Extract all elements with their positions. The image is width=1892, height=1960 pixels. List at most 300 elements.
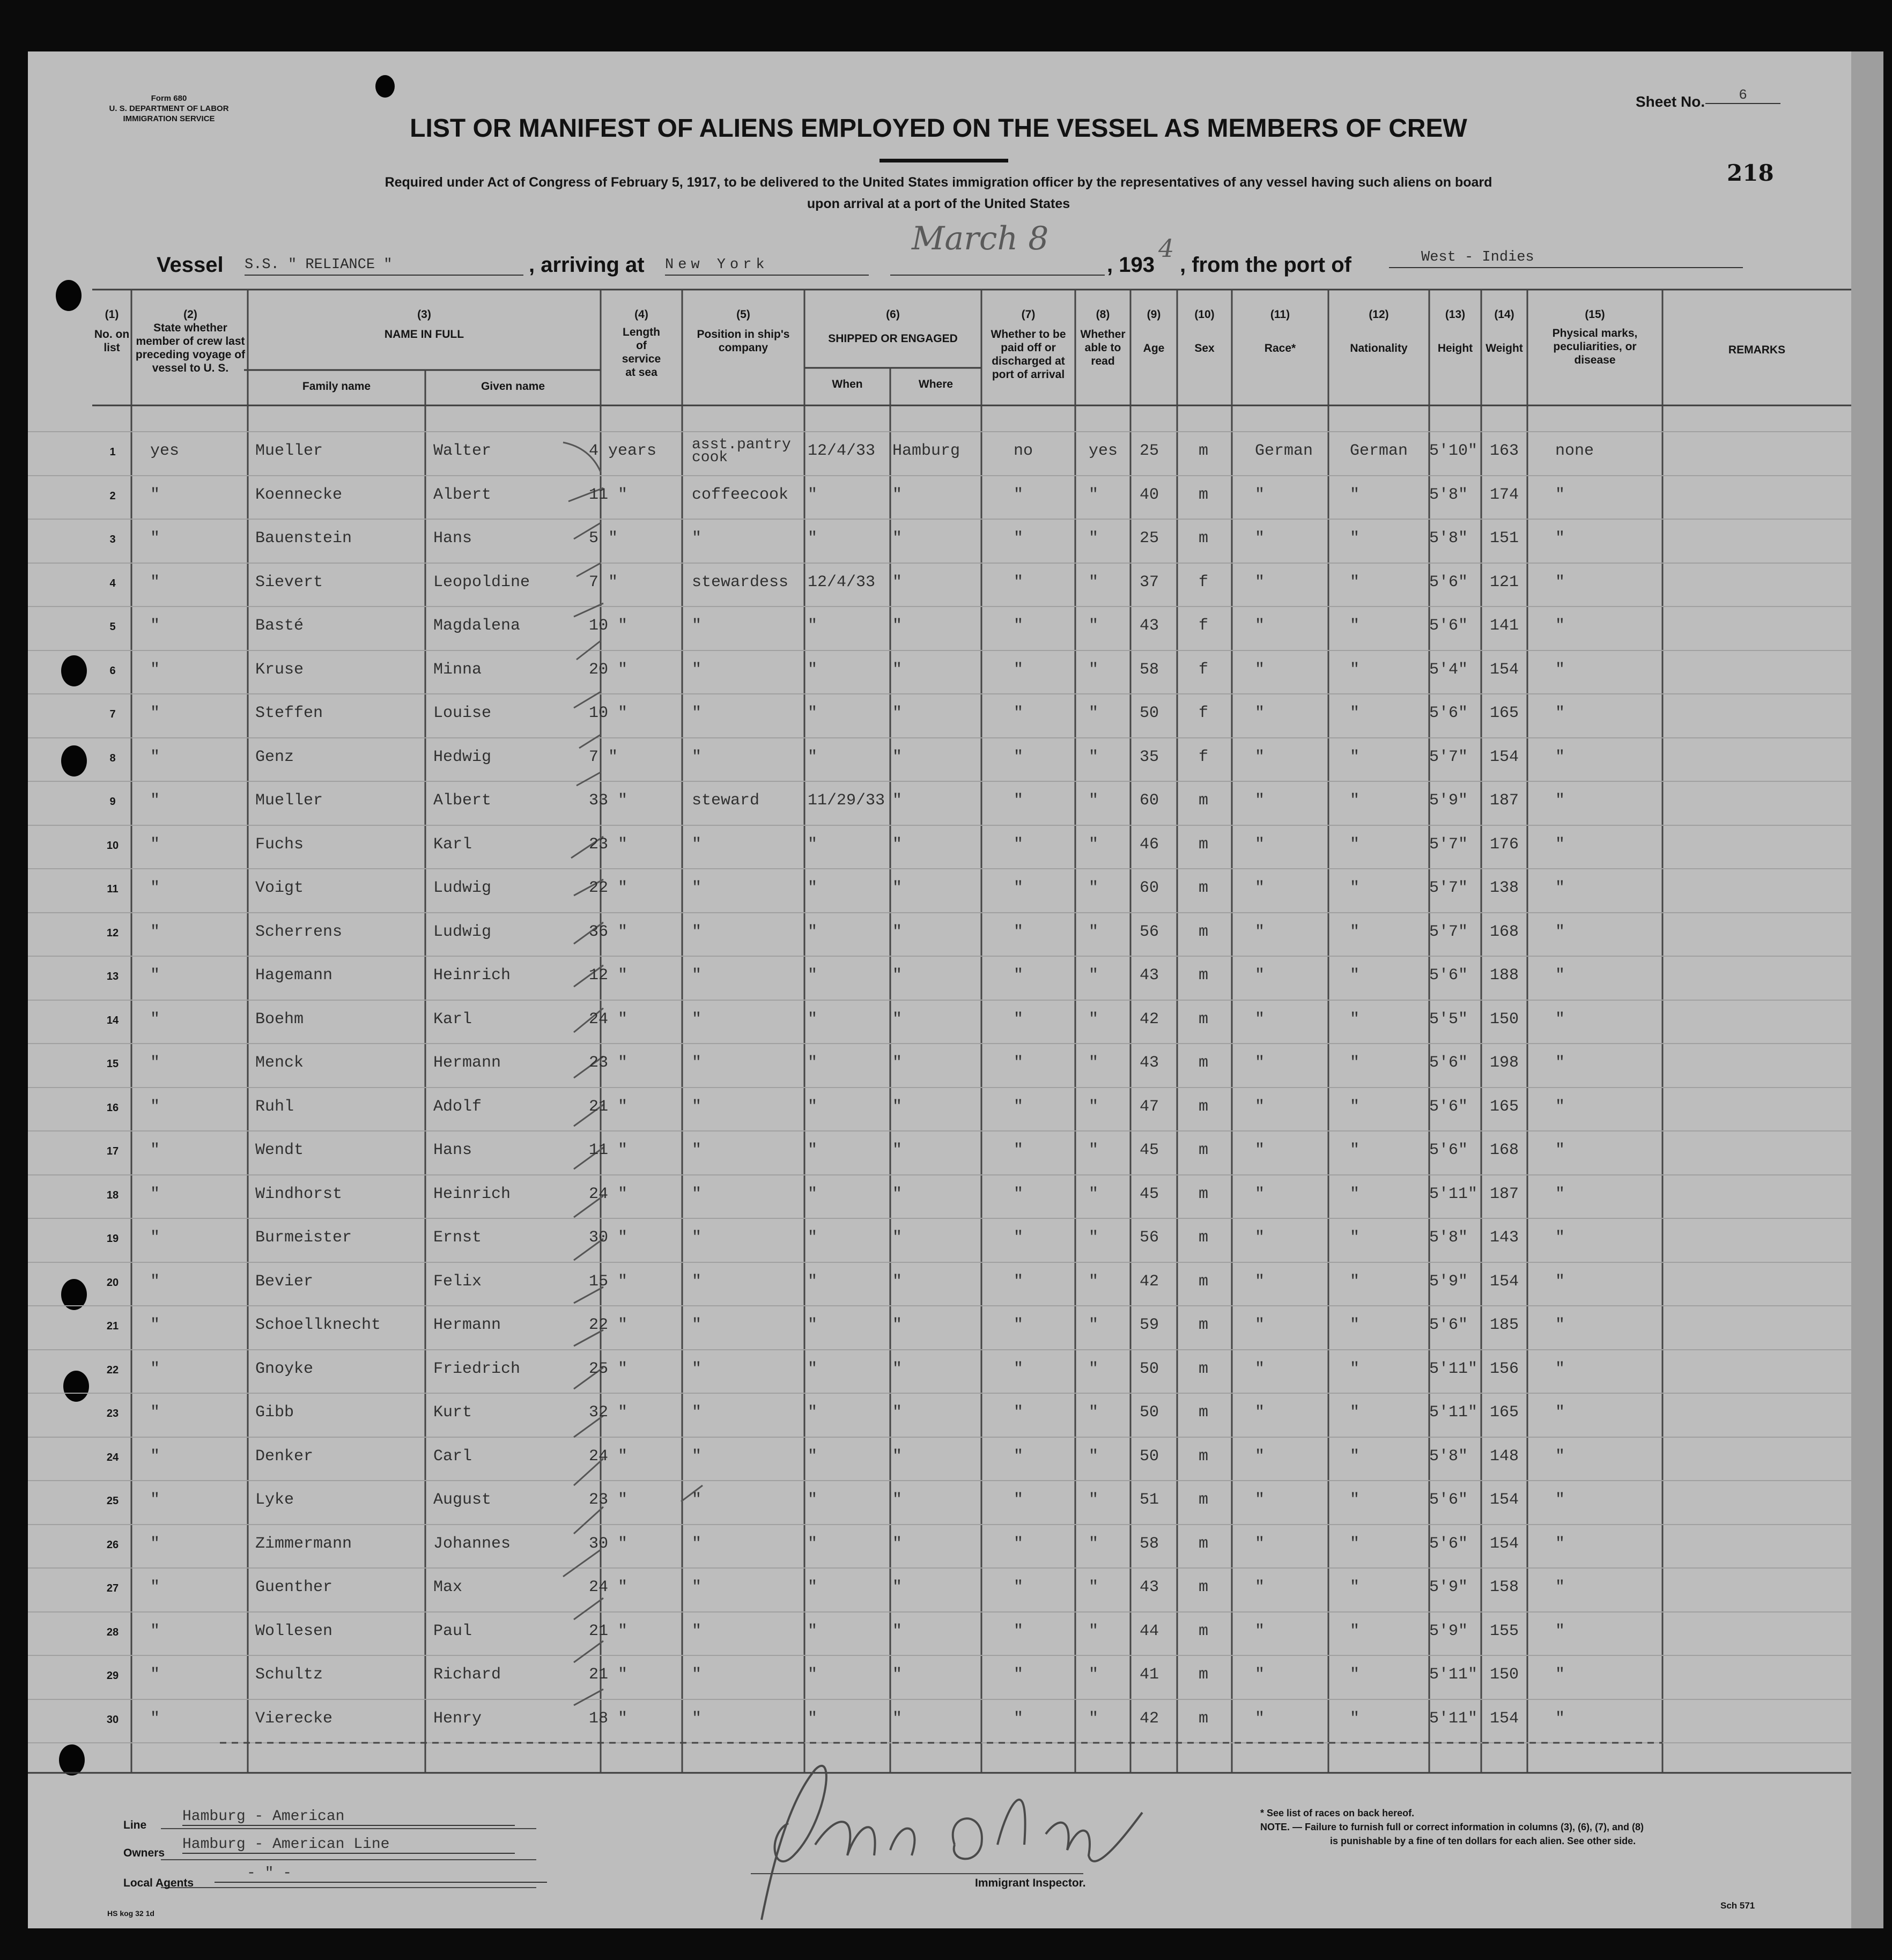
row-able-to-read: " <box>1089 966 1099 985</box>
row-shipped-where: " <box>892 1491 903 1509</box>
row-nationality: " <box>1350 704 1360 722</box>
row-family-name: Zimmermann <box>255 1535 352 1553</box>
row-service-length: 24 " <box>589 1578 628 1596</box>
row-shipped-when: 11/29/33 <box>808 792 885 810</box>
row-shipped-where: " <box>892 1141 903 1159</box>
row-able-to-read: " <box>1089 1403 1099 1422</box>
row-position: " <box>692 1010 702 1029</box>
row-shipped-when: " <box>808 1535 818 1553</box>
row-sex: m <box>1199 442 1209 460</box>
row-prev-voyage: " <box>150 1098 160 1116</box>
arriving-port: New York <box>665 255 869 276</box>
row-given-name: Hermann <box>433 1054 501 1072</box>
row-number: 7 <box>109 708 116 720</box>
row-family-name: Mueller <box>255 792 323 810</box>
row-family-name: Menck <box>255 1054 304 1072</box>
row-prev-voyage: " <box>150 923 160 941</box>
row-sex: m <box>1199 1273 1209 1291</box>
row-shipped-when: " <box>808 1316 818 1334</box>
row-height: 5'6" <box>1429 1141 1468 1159</box>
row-family-name: Sievert <box>255 573 323 591</box>
row-family-name: Mueller <box>255 442 323 460</box>
row-physical-marks: " <box>1555 573 1565 591</box>
row-position: " <box>692 879 702 897</box>
row-given-name: Heinrich <box>433 1185 511 1203</box>
row-number: 29 <box>106 1670 119 1682</box>
row-able-to-read: " <box>1089 1054 1099 1072</box>
row-sex: f <box>1199 661 1209 679</box>
local-agents-value: - " - <box>215 1865 547 1883</box>
row-physical-marks: " <box>1555 1666 1565 1684</box>
row-age: 44 <box>1140 1622 1159 1640</box>
row-age: 51 <box>1140 1491 1159 1509</box>
subtitle-line-2: upon arrival at a port of the United States <box>807 196 1070 211</box>
row-service-length: 21 " <box>589 1098 628 1116</box>
row-shipped-when: " <box>808 1578 818 1596</box>
row-height: 5'6" <box>1429 1491 1468 1509</box>
row-able-to-read: " <box>1089 835 1099 854</box>
row-weight: 187 <box>1490 1185 1519 1203</box>
row-weight: 188 <box>1490 966 1519 985</box>
row-race: " <box>1255 529 1265 548</box>
row-service-length: 30 " <box>589 1229 628 1247</box>
row-physical-marks: " <box>1555 1360 1565 1378</box>
row-service-length: 11 " <box>589 1141 628 1159</box>
row-sex: f <box>1199 617 1209 635</box>
row-shipped-where: " <box>892 704 903 722</box>
row-family-name: Boehm <box>255 1010 304 1029</box>
row-service-length: 12 " <box>589 966 628 985</box>
row-age: 42 <box>1140 1010 1159 1029</box>
row-service-length: 7 " <box>589 748 618 766</box>
row-physical-marks: " <box>1555 1447 1565 1466</box>
col-2-header: (2) State whether member of crew last preceding voyage of vessel to U. S. <box>135 308 246 374</box>
row-family-name: Burmeister <box>255 1229 352 1247</box>
row-family-name: Genz <box>255 748 294 766</box>
row-position: " <box>692 1229 702 1247</box>
row-number: 19 <box>106 1233 119 1245</box>
row-race: " <box>1255 1710 1265 1728</box>
row-weight: 150 <box>1490 1666 1519 1684</box>
row-able-to-read: " <box>1089 748 1099 766</box>
year-suffix: 4 <box>1158 234 1174 263</box>
row-weight: 154 <box>1490 1535 1519 1553</box>
row-age: 42 <box>1140 1710 1159 1728</box>
row-race: " <box>1255 1622 1265 1640</box>
schedule-code: Sch 571 <box>1720 1900 1755 1911</box>
row-given-name: Adolf <box>433 1098 482 1116</box>
row-physical-marks: " <box>1555 617 1565 635</box>
row-paid-off: " <box>1014 1360 1024 1378</box>
row-race: " <box>1255 1229 1265 1247</box>
row-prev-voyage: " <box>150 1010 160 1029</box>
row-able-to-read: " <box>1089 529 1099 548</box>
row-age: 58 <box>1140 1535 1159 1553</box>
row-race: " <box>1255 704 1265 722</box>
row-height: 5'6" <box>1429 1054 1468 1072</box>
row-sex: m <box>1199 835 1209 854</box>
row-position: " <box>692 704 702 722</box>
row-weight: 158 <box>1490 1578 1519 1596</box>
row-service-length: 22 " <box>589 879 628 897</box>
row-position: " <box>692 923 702 941</box>
row-service-length: 24 " <box>589 1185 628 1203</box>
row-family-name: Schultz <box>255 1666 323 1684</box>
line-label: Line <box>123 1819 147 1831</box>
row-height: 5'4" <box>1429 661 1468 679</box>
row-sex: m <box>1199 1185 1209 1203</box>
family-name-header: Family name <box>302 380 371 393</box>
row-position: " <box>692 1316 702 1334</box>
row-family-name: Voigt <box>255 879 304 897</box>
col-15-header: (15) Physical marks, peculiarities, or disease <box>1552 308 1638 366</box>
row-shipped-where: " <box>892 486 903 504</box>
row-shipped-when: " <box>808 1054 818 1072</box>
row-able-to-read: " <box>1089 1185 1099 1203</box>
row-prev-voyage: " <box>150 1316 160 1334</box>
row-race: " <box>1255 1273 1265 1291</box>
row-nationality: " <box>1350 573 1360 591</box>
row-able-to-read: " <box>1089 704 1099 722</box>
row-shipped-where: " <box>892 573 903 591</box>
department-name: U. S. DEPARTMENT OF LABOR <box>109 104 229 113</box>
row-weight: 176 <box>1490 835 1519 854</box>
row-weight: 165 <box>1490 704 1519 722</box>
fine-note-cont: is punishable by a fine of ten dollars for each alien. See other side. <box>1330 1836 1636 1846</box>
row-shipped-where: " <box>892 1535 903 1553</box>
row-nationality: " <box>1350 1447 1360 1466</box>
row-able-to-read: yes <box>1089 442 1118 460</box>
row-given-name: Hans <box>433 529 472 548</box>
row-race: " <box>1255 792 1265 810</box>
row-position: " <box>692 1185 702 1203</box>
row-height: 5'5" <box>1429 1010 1468 1029</box>
row-race: " <box>1255 835 1265 854</box>
row-given-name: Hermann <box>433 1316 501 1334</box>
row-shipped-when: " <box>808 1098 818 1116</box>
race-note: * See list of races on back hereof. <box>1260 1808 1415 1818</box>
row-nationality: " <box>1350 1229 1360 1247</box>
row-nationality: " <box>1350 1491 1360 1509</box>
sheet-number: 6 <box>1705 87 1780 104</box>
row-race: " <box>1255 573 1265 591</box>
row-service-length: 21 " <box>589 1622 628 1640</box>
row-race: German <box>1255 442 1313 460</box>
row-age: 50 <box>1140 1403 1159 1422</box>
row-prev-voyage: " <box>150 529 160 548</box>
row-paid-off: " <box>1014 748 1024 766</box>
service-name: IMMIGRATION SERVICE <box>123 114 215 123</box>
row-able-to-read: " <box>1089 1229 1099 1247</box>
row-weight: 141 <box>1490 617 1519 635</box>
row-shipped-when: " <box>808 966 818 985</box>
row-shipped-when: " <box>808 1141 818 1159</box>
row-prev-voyage: " <box>150 617 160 635</box>
row-physical-marks: none <box>1555 442 1594 460</box>
row-number: 30 <box>106 1714 119 1726</box>
owners-label: Owners <box>123 1847 165 1859</box>
vessel-label: Vessel <box>157 253 224 277</box>
row-paid-off: " <box>1014 1054 1024 1072</box>
row-able-to-read: " <box>1089 486 1099 504</box>
row-position: " <box>692 966 702 985</box>
row-height: 5'9" <box>1429 1578 1468 1596</box>
inspector-label: Immigrant Inspector. <box>975 1877 1086 1889</box>
row-age: 47 <box>1140 1098 1159 1116</box>
row-number: 26 <box>106 1539 119 1551</box>
row-service-length: 23 " <box>589 835 628 854</box>
row-race: " <box>1255 1316 1265 1334</box>
row-physical-marks: " <box>1555 1710 1565 1728</box>
row-paid-off: " <box>1014 1229 1024 1247</box>
row-weight: 154 <box>1490 748 1519 766</box>
row-paid-off: " <box>1014 704 1024 722</box>
row-age: 56 <box>1140 923 1159 941</box>
row-prev-voyage: " <box>150 1578 160 1596</box>
row-family-name: Bevier <box>255 1273 314 1291</box>
row-position: " <box>692 748 702 766</box>
row-height: 5'7" <box>1429 748 1468 766</box>
row-shipped-where: " <box>892 1098 903 1116</box>
row-age: 43 <box>1140 1054 1159 1072</box>
row-physical-marks: " <box>1555 1578 1565 1596</box>
row-position: " <box>692 1360 702 1378</box>
row-paid-off: " <box>1014 1010 1024 1029</box>
row-nationality: " <box>1350 792 1360 810</box>
row-given-name: Albert <box>433 486 492 504</box>
row-weight: 156 <box>1490 1360 1519 1378</box>
row-given-name: Ludwig <box>433 923 492 941</box>
row-shipped-where: " <box>892 1054 903 1072</box>
row-family-name: Scherrens <box>255 923 343 941</box>
footer-notes <box>1260 1806 1743 1848</box>
row-height: 5'6" <box>1429 966 1468 985</box>
row-family-name: Steffen <box>255 704 323 722</box>
row-paid-off: " <box>1014 1447 1024 1466</box>
row-physical-marks: " <box>1555 835 1565 854</box>
row-given-name: Johannes <box>433 1535 511 1553</box>
row-shipped-where: " <box>892 1666 903 1684</box>
row-able-to-read: " <box>1089 1491 1099 1509</box>
row-race: " <box>1255 661 1265 679</box>
page-title: LIST OR MANIFEST OF ALIENS EMPLOYED ON THE VESSEL AS MEMBERS OF CREW <box>410 114 1467 143</box>
row-height: 5'8" <box>1429 1229 1468 1247</box>
row-sex: m <box>1199 1666 1209 1684</box>
row-number: 13 <box>106 971 119 982</box>
row-given-name: Ludwig <box>433 879 492 897</box>
row-family-name: Schoellknecht <box>255 1316 381 1334</box>
row-nationality: " <box>1350 486 1360 504</box>
row-physical-marks: " <box>1555 879 1565 897</box>
row-shipped-when: " <box>808 1185 818 1203</box>
row-race: " <box>1255 1360 1265 1378</box>
row-height: 5'7" <box>1429 923 1468 941</box>
row-nationality: " <box>1350 1054 1360 1072</box>
row-weight: 163 <box>1490 442 1519 460</box>
row-age: 50 <box>1140 704 1159 722</box>
row-height: 5'10" <box>1429 442 1478 460</box>
row-shipped-when: " <box>808 835 818 854</box>
row-given-name: Walter <box>433 442 492 460</box>
col-11-header: (11) Race* <box>1264 308 1296 354</box>
row-shipped-when: " <box>808 748 818 766</box>
row-number: 11 <box>107 883 119 895</box>
row-sex: m <box>1199 1710 1209 1728</box>
row-height: 5'11" <box>1429 1403 1478 1422</box>
from-port: West - Indies <box>1389 248 1743 268</box>
arrival-date-handwritten: March 8 <box>912 220 1049 257</box>
row-age: 35 <box>1140 748 1159 766</box>
row-family-name: Guenther <box>255 1578 333 1596</box>
row-family-name: Gibb <box>255 1403 294 1422</box>
row-position: coffeecook <box>692 486 789 504</box>
row-shipped-when: 12/4/33 <box>808 442 876 460</box>
row-age: 45 <box>1140 1141 1159 1159</box>
row-number: 25 <box>106 1495 119 1507</box>
row-weight: 185 <box>1490 1316 1519 1334</box>
row-shipped-where: " <box>892 835 903 854</box>
row-able-to-read: " <box>1089 1578 1099 1596</box>
row-number: 3 <box>109 534 116 545</box>
row-height: 5'9" <box>1429 1622 1468 1640</box>
row-nationality: " <box>1350 1535 1360 1553</box>
row-number: 24 <box>106 1452 119 1463</box>
row-height: 5'7" <box>1429 835 1468 854</box>
row-family-name: Gnoyke <box>255 1360 314 1378</box>
row-position: " <box>692 1273 702 1291</box>
row-sex: m <box>1199 1447 1209 1466</box>
row-number: 2 <box>109 490 116 502</box>
row-shipped-where: " <box>892 748 903 766</box>
row-service-length: 32 " <box>589 1403 628 1422</box>
row-paid-off: " <box>1014 1403 1024 1422</box>
col-14-header: (14) Weight <box>1485 308 1523 354</box>
row-nationality: " <box>1350 1273 1360 1291</box>
fine-note: NOTE. — Failure to furnish full or correct information in columns (3), (6), (7), and (8) <box>1260 1822 1644 1832</box>
row-age: 40 <box>1140 486 1159 504</box>
row-shipped-when: " <box>808 704 818 722</box>
row-weight: 148 <box>1490 1447 1519 1466</box>
row-prev-voyage: " <box>150 1535 160 1553</box>
row-physical-marks: " <box>1555 1010 1565 1029</box>
row-age: 58 <box>1140 661 1159 679</box>
row-family-name: Denker <box>255 1447 314 1466</box>
row-shipped-when: 12/4/33 <box>808 573 876 591</box>
col-13-header: (13) Height <box>1437 308 1473 354</box>
row-able-to-read: " <box>1089 1098 1099 1116</box>
row-service-length: 11 " <box>589 486 628 504</box>
row-height: 5'6" <box>1429 617 1468 635</box>
row-shipped-where: " <box>892 1010 903 1029</box>
row-shipped-where: " <box>892 529 903 548</box>
col-10-header: (10) Sex <box>1194 308 1215 354</box>
row-shipped-when: " <box>808 1010 818 1029</box>
row-sex: m <box>1199 1010 1209 1029</box>
row-age: 43 <box>1140 1578 1159 1596</box>
row-nationality: German <box>1350 442 1408 460</box>
row-paid-off: " <box>1014 486 1024 504</box>
row-shipped-where: " <box>892 923 903 941</box>
row-given-name: Heinrich <box>433 966 511 985</box>
row-given-name: August <box>433 1491 492 1509</box>
row-prev-voyage: " <box>150 1360 160 1378</box>
row-height: 5'6" <box>1429 1535 1468 1553</box>
row-service-length: 7 " <box>589 573 618 591</box>
row-able-to-read: " <box>1089 879 1099 897</box>
row-nationality: " <box>1350 1010 1360 1029</box>
row-shipped-where: " <box>892 661 903 679</box>
row-family-name: Vierecke <box>255 1710 333 1728</box>
row-given-name: Kurt <box>433 1403 472 1422</box>
row-paid-off: " <box>1014 1710 1024 1728</box>
row-given-name: Albert <box>433 792 492 810</box>
row-service-length: 33 " <box>589 792 628 810</box>
row-service-length: 10 " <box>589 617 628 635</box>
row-prev-voyage: " <box>150 1710 160 1728</box>
row-race: " <box>1255 486 1265 504</box>
col-3-header: (3) NAME IN FULL <box>384 308 464 341</box>
row-paid-off: " <box>1014 1273 1024 1291</box>
from-port-label: , from the port of <box>1180 253 1351 277</box>
row-able-to-read: " <box>1089 617 1099 635</box>
row-given-name: Leopoldine <box>433 573 530 591</box>
row-shipped-where: " <box>892 1273 903 1291</box>
row-age: 43 <box>1140 966 1159 985</box>
row-shipped-where: " <box>892 1229 903 1247</box>
row-given-name: Magdalena <box>433 617 521 635</box>
row-position: " <box>692 1403 702 1422</box>
row-position: " <box>692 1054 702 1072</box>
row-nationality: " <box>1350 529 1360 548</box>
row-sex: f <box>1199 748 1209 766</box>
row-position: " <box>692 1578 702 1596</box>
row-physical-marks: " <box>1555 1403 1565 1422</box>
row-given-name: Ernst <box>433 1229 482 1247</box>
row-prev-voyage: " <box>150 1141 160 1159</box>
row-able-to-read: " <box>1089 1622 1099 1640</box>
row-race: " <box>1255 923 1265 941</box>
row-given-name: Minna <box>433 661 482 679</box>
row-height: 5'7" <box>1429 879 1468 897</box>
row-sex: m <box>1199 923 1209 941</box>
row-nationality: " <box>1350 748 1360 766</box>
row-service-length: 4 years <box>589 442 657 460</box>
print-code: HS kog 32 1d <box>107 1909 154 1918</box>
row-position: " <box>692 1622 702 1640</box>
row-shipped-where: Hamburg <box>892 442 960 460</box>
form-number: Form 680 <box>151 94 187 103</box>
row-height: 5'8" <box>1429 486 1468 504</box>
row-number: 21 <box>106 1320 119 1332</box>
row-shipped-where: " <box>892 879 903 897</box>
when-header: When <box>832 378 863 390</box>
row-race: " <box>1255 748 1265 766</box>
row-prev-voyage: " <box>150 1447 160 1466</box>
row-service-length: 36 " <box>589 923 628 941</box>
row-position: stewardess <box>692 573 789 591</box>
row-number: 22 <box>106 1364 119 1376</box>
row-prev-voyage: " <box>150 573 160 591</box>
row-given-name: Louise <box>433 704 492 722</box>
row-family-name: Wollesen <box>255 1622 333 1640</box>
col-9-header: (9) Age <box>1143 308 1165 354</box>
row-prev-voyage: " <box>150 486 160 504</box>
row-nationality: " <box>1350 835 1360 854</box>
row-service-length: 30 " <box>589 1535 628 1553</box>
row-service-length: 10 " <box>589 704 628 722</box>
row-nationality: " <box>1350 1578 1360 1596</box>
local-agents-label: Local Agents <box>123 1877 194 1889</box>
